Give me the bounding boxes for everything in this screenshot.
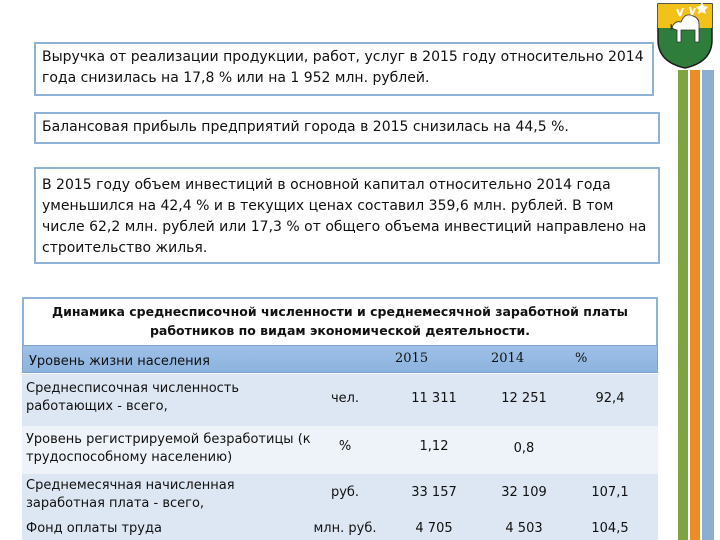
table-row xyxy=(22,426,658,474)
row-value-2015: 33 157 xyxy=(411,485,457,500)
row-value-2014: 32 109 xyxy=(501,485,547,500)
revenue-paragraph: Выручка от реализации продукции, работ, услуг в 2015 году относительно 2014 года снизилась на 17,8 % или на 1 952 млн. рублей. xyxy=(34,42,654,96)
row-label: Уровень регистрируемой безработицы (к трудоспособному населению) xyxy=(26,432,311,465)
city-coat-of-arms-icon xyxy=(654,0,716,70)
decor-stripe-orange xyxy=(690,70,700,540)
decor-stripe-green xyxy=(678,70,688,540)
table-title: Динамика среднесписочной численности и среднемесячной заработной платы работников по видам экономической деятельности. xyxy=(22,297,658,345)
row-label: Фонд оплаты труда xyxy=(26,521,162,536)
row-value-2015: 4 705 xyxy=(415,521,453,536)
row-percent: 92,4 xyxy=(595,391,625,406)
row-percent: 107,1 xyxy=(591,485,629,500)
header-label: Уровень жизни населения xyxy=(29,354,210,369)
row-value-2014: 12 251 xyxy=(501,391,547,406)
header-year-2014: 2014 xyxy=(491,351,525,366)
row-unit: чел. xyxy=(330,391,360,406)
header-year-2015: 2015 xyxy=(395,351,429,366)
table-row xyxy=(22,474,658,518)
row-label: Среднесписочная численность работающих - всего, xyxy=(26,381,240,414)
row-value-2014: 4 503 xyxy=(505,521,543,536)
row-percent: 104,5 xyxy=(591,521,629,536)
row-unit: % xyxy=(338,439,352,454)
table-header xyxy=(22,345,658,373)
row-label: Среднемесячная начисленная заработная плата - всего, xyxy=(26,478,235,511)
row-value-2014: 0,8 xyxy=(513,441,535,456)
table-row xyxy=(22,374,658,426)
decor-stripe-blue xyxy=(702,70,714,540)
row-unit: млн. руб. xyxy=(313,521,377,536)
profit-paragraph: Балансовая прибыль предприятий города в 2015 снизилась на 44,5 %. xyxy=(34,112,660,144)
row-value-2015: 1,12 xyxy=(419,439,449,454)
header-percent: % xyxy=(575,351,588,366)
table-row xyxy=(22,518,658,540)
row-value-2015: 11 311 xyxy=(411,391,457,406)
row-unit: руб. xyxy=(330,485,360,500)
investment-paragraph: В 2015 году объем инвестиций в основной капитал относительно 2014 года уменьшился на 42,4 % и в текущих ценах составил 359,6 млн. рублей. В том числе 62,2 млн. рублей или 17,3 % от общего объема инвестиций направлено на строительство жилья. xyxy=(34,167,660,264)
